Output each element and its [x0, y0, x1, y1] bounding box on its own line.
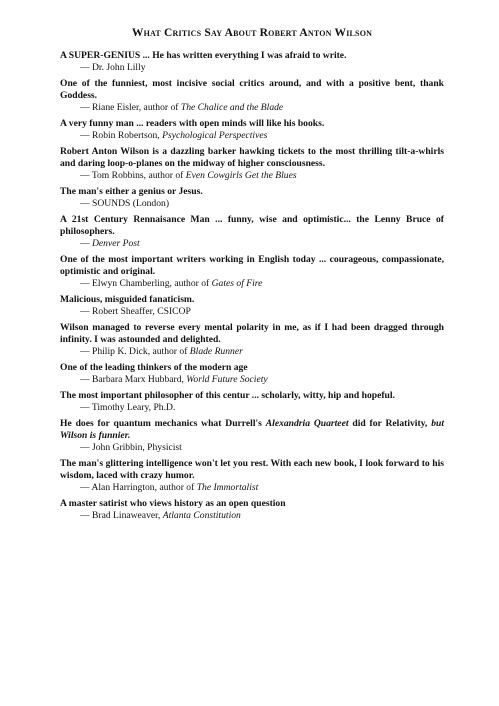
attribution-source: The Chalice and the Blade — [180, 102, 284, 113]
quote-attribution — [60, 402, 444, 414]
quote-text: One of the leading thinkers of the modern age — [60, 362, 248, 373]
quote-text: Robert Anton Wilson is a dazzling barker hawking tickets to the most thrilling tilt-a-whirls and daring loop-o-planes on the midway of higher consciousness. — [60, 146, 444, 169]
quote-attribution — [60, 238, 444, 250]
attribution-author: — Barbara Marx Hubbard, — [80, 374, 187, 385]
quote-sheaffer — [60, 294, 444, 318]
quote-text: The most important philosopher of this centur ... scholarly, witty, hip and hopeful. — [60, 390, 395, 401]
page-title: What Critics Say About Robert Anton Wilson — [131, 27, 373, 39]
quote-attribution — [60, 130, 444, 142]
quote-text: A very funny man ... readers with open minds will like his books. — [60, 118, 325, 129]
attribution-author: — Elwyn Chamberling, author of — [80, 278, 212, 289]
attribution-author: — John Gribbin, Physicist — [80, 442, 182, 453]
attribution-source: Blade Runner — [189, 346, 243, 357]
quote-eisler — [60, 78, 444, 114]
attribution-author: — Timothy Leary, Ph.D. — [80, 402, 176, 413]
attribution-source: Denver Post — [92, 238, 140, 249]
quote-text-title: Alexandria Quarteet — [265, 418, 349, 429]
quote-attribution — [60, 442, 444, 454]
quote-attribution — [60, 306, 444, 318]
quote-attribution — [60, 170, 444, 182]
attribution-source: Psychological Perspectives — [162, 130, 268, 141]
attribution-author: — Robin Robertson, — [80, 130, 163, 141]
quote-text-part: did for Relativity, — [348, 418, 432, 429]
quote-text: Malicious, misguided fanaticism. — [60, 294, 195, 305]
quote-attribution — [60, 198, 444, 210]
attribution-source: Even Cowgirls Get the Blues — [185, 170, 297, 181]
critics-page — [60, 27, 444, 526]
quote-robbins — [60, 146, 444, 182]
attribution-source: Atlanta Constitution — [162, 510, 241, 521]
quote-denver-post — [60, 214, 444, 250]
quote-text — [60, 418, 444, 442]
quote-attribution — [60, 510, 444, 522]
attribution-source: Gates of Fire — [211, 278, 263, 289]
quote-dick — [60, 322, 444, 358]
quote-attribution — [60, 374, 444, 386]
quote-text-emphasis: but Wilson is funnier. — [60, 418, 444, 441]
attribution-author: — Riane Eisler, author of — [80, 102, 181, 113]
quote-sounds — [60, 186, 444, 210]
quote-text-part: He does for quantum mechanics what Durrell's — [60, 418, 266, 429]
quote-text: Wilson managed to reverse every mental polarity in me, as if I had been dragged through infinity. I was astounded and delighted. — [60, 322, 444, 345]
attribution-author: — Robert Sheaffer, CSICOP — [80, 306, 191, 317]
quote-text: One of the funniest, most incisive social critics around, and with a positive bent, thank Goddess. — [60, 78, 444, 101]
quote-harrington — [60, 458, 444, 494]
quote-chamberling — [60, 254, 444, 290]
quote-robertson — [60, 118, 444, 142]
quote-hubbard — [60, 362, 444, 386]
quote-leary — [60, 390, 444, 414]
quote-text: A master satirist who views history as an open question — [60, 498, 286, 509]
attribution-author: — Dr. John Lilly — [80, 62, 146, 73]
quote-linaweaver — [60, 498, 444, 522]
quote-attribution — [60, 346, 444, 358]
attribution-author: — SOUNDS (London) — [80, 198, 170, 209]
quote-attribution — [60, 278, 444, 290]
quote-attribution — [60, 482, 444, 494]
attribution-author: — Tom Robbins, author of — [80, 170, 186, 181]
quote-text: A 21st Century Rennaisance Man ... funny, wise and optimistic... the Lenny Bruce of philosophers. — [60, 214, 444, 237]
quote-text: A SUPER-GENIUS ... He has written everything I was afraid to write. — [60, 50, 347, 61]
attribution-author: — Brad Linaweaver, — [80, 510, 163, 521]
attribution-author: — Alan Harrington, author of — [80, 482, 197, 493]
quote-text: The man's either a genius or Jesus. — [60, 186, 203, 197]
quote-gribbin — [60, 418, 444, 454]
attribution-source: The Immortalist — [196, 482, 259, 493]
quote-text: One of the most important writers working in English today ... courageous, compassionate, optimistic and original. — [60, 254, 444, 277]
attribution-author: — — [80, 238, 92, 249]
quote-text: The man's glittering intelligence won't let you rest. With each new book, I look forward to his wisdom, laced with crazy humor. — [60, 458, 444, 481]
quote-attribution — [60, 102, 444, 114]
attribution-source: World Future Society — [186, 374, 268, 385]
quote-attribution — [60, 62, 444, 74]
attribution-author: — Philip K. Dick, author of — [80, 346, 190, 357]
quote-lilly — [60, 50, 444, 74]
